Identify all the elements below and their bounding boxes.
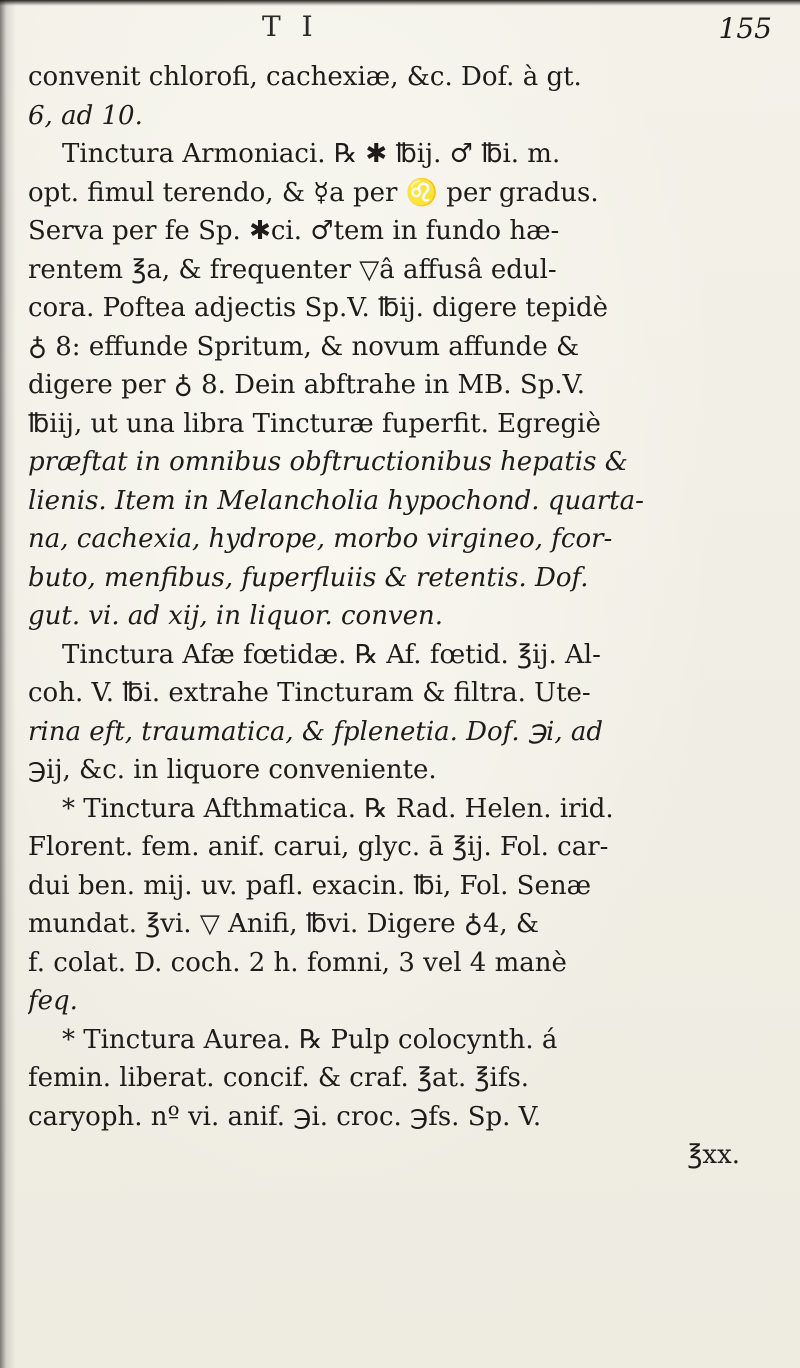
- text-line: feq.: [28, 986, 78, 1016]
- text-line: lienis. Item in Melancholia hypochond. quarta-: [28, 485, 644, 516]
- text-line: 6, ad 10.: [28, 100, 143, 131]
- text-line: opt. fimul terendo, & ☿a per ♌ per gradus.: [28, 177, 599, 208]
- text-line: Tinctura Afæ fœtidæ. ℞ Af. fœtid. ℥ij. Al-: [62, 639, 601, 670]
- page-gutter-shadow: [0, 0, 16, 1368]
- text-line: ℔iij, ut una libra Tincturæ fuperfit. Egregiè: [28, 408, 601, 439]
- text-line: Florent. fem. anif. carui, glyc. ā ℥ij. Fol. car-: [28, 832, 609, 862]
- text-line: mundat. ℥vi. ▽ Anifi, ℔vi. Digere ♁4, &: [28, 909, 540, 939]
- text-line: dui ben. mij. uv. pafl. exacin. ℔i, Fol. Senæ: [28, 870, 592, 901]
- text-line: rina eft, traumatica, & fplenetia. Dof. ℈i, ad: [28, 716, 604, 747]
- text-line: ♁ 8: effunde Spritum, & novum affunde &: [28, 331, 580, 362]
- text-line: Tinctura Armoniaci. ℞ ✱ ℔ij. ♂ ℔i. m.: [62, 139, 561, 169]
- text-line: buto, menfibus, fuperfluiis & retentis. Dof.: [28, 562, 589, 593]
- text-line: f. colat. D. coch. 2 h. fomni, 3 vel 4 manè: [28, 947, 567, 978]
- page-header: [0, 10, 800, 52]
- text-line: præftat in omnibus obftructionibus hepatis &: [28, 447, 628, 477]
- text-line: * Tinctura Aurea. ℞ Pulp colocynth. á: [62, 1024, 558, 1055]
- text-line: gut. vi. ad xij, in liquor. conven.: [28, 601, 444, 631]
- text-line: na, cachexia, hydrope, morbo virgineo, fcor-: [28, 524, 613, 554]
- text-line: rentem ℥a, & frequenter ▽â affusâ edul-: [28, 254, 557, 285]
- text-line: femin. liberat. concif. & craf. ℥at. ℥ifs.: [28, 1063, 530, 1093]
- running-head: T I: [262, 10, 319, 43]
- text-line: Serva per fe Sp. ✱ci. ♂tem in fundo hæ-: [28, 216, 560, 246]
- page-number: 155: [718, 12, 772, 45]
- text-line: caryoph. nº vi. anif. ℈i. croc. ℈fs. Sp. V.: [28, 1101, 542, 1132]
- body-text: [28, 58, 780, 1175]
- page-top-shadow: [0, 0, 800, 6]
- text-line: digere per ♁ 8. Dein abftrahe in MB. Sp.V.: [28, 370, 586, 400]
- text-line: cora. Poftea adjectis Sp.V. ℔ij. digere tepidè: [28, 293, 609, 323]
- text-line: ℥xx.: [687, 1140, 740, 1170]
- text-line: * Tinctura Afthmatica. ℞ Rad. Helen. irid.: [62, 793, 614, 824]
- text-line: coh. V. ℔i. extrahe Tincturam & filtra. Ute-: [28, 678, 591, 708]
- text-line: ℈ij, &c. in liquore conveniente.: [28, 755, 437, 785]
- text-line: convenit chlorofi, cachexiæ, &c. Dof. à gt.: [28, 62, 582, 92]
